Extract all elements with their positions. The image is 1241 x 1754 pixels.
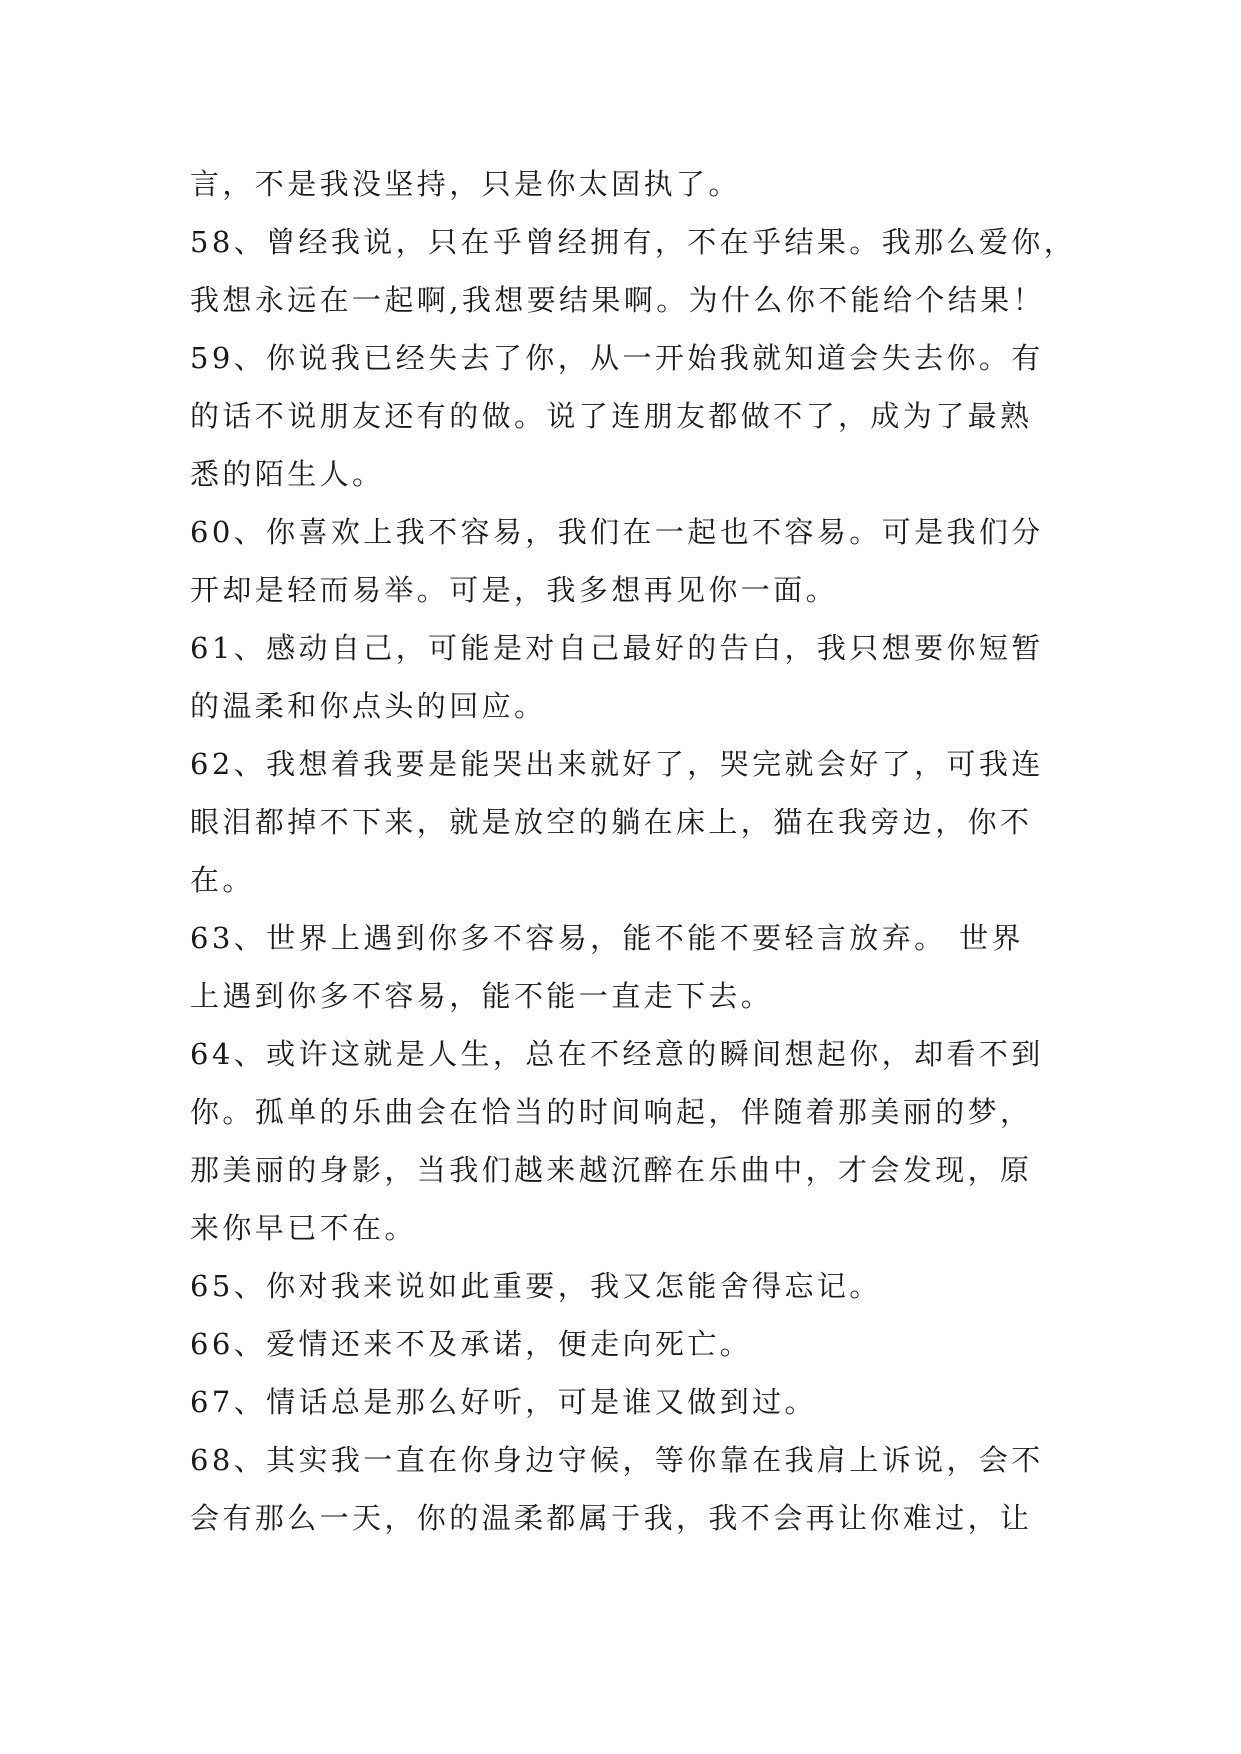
text-line: 的话不说朋友还有的做。说了连朋友都做不了，成为了最熟 [190, 399, 1033, 433]
text-line: 开却是轻而易举。可是，我多想再见你一面。 [190, 573, 839, 607]
text-line: 60、你喜欢上我不容易，我们在一起也不容易。可是我们分 [190, 515, 1044, 549]
text-line: 68、其实我一直在你身边守候，等你靠在我肩上诉说，会不 [190, 1443, 1044, 1477]
text-line: 会有那么一天，你的温柔都属于我，我不会再让你难过，让 [190, 1501, 1033, 1535]
text-line: 64、或许这就是人生，总在不经意的瞬间想起你，却看不到 [190, 1037, 1044, 1071]
text-line: 的温柔和你点头的回应。 [190, 689, 547, 723]
text-line: 63、世界上遇到你多不容易，能不能不要轻言放弃。 世界 [190, 921, 1024, 955]
text-line: 66、爱情还来不及承诺，便走向死亡。 [190, 1327, 753, 1361]
text-line: 悉的陌生人。 [190, 457, 385, 491]
text-line: 59、你说我已经失去了你，从一开始我就知道会失去你。有 [190, 341, 1044, 375]
text-line: 在。 [190, 863, 255, 897]
text-line: 眼泪都掉不下来，就是放空的躺在床上，猫在我旁边，你不 [190, 805, 1033, 839]
document-body [190, 155, 1077, 1547]
text-line: 来你早已不在。 [190, 1211, 417, 1245]
text-line: 65、你对我来说如此重要，我又怎能舍得忘记。 [190, 1269, 882, 1303]
text-line: 言，不是我没坚持，只是你太固执了。 [190, 167, 741, 201]
text-line: 那美丽的身影，当我们越来越沉醉在乐曲中，才会发现，原 [190, 1153, 1033, 1187]
text-line: 我想永远在一起啊,我想要结果啊。为什么你不能给个结果！ [190, 283, 1046, 317]
text-line: 58、曾经我说，只在乎曾经拥有，不在乎结果。我那么爱你， [190, 225, 1077, 259]
text-line: 67、情话总是那么好听，可是谁又做到过。 [190, 1385, 817, 1419]
text-line: 61、感动自己，可能是对自己最好的告白，我只想要你短暂 [190, 631, 1044, 665]
text-line: 上遇到你多不容易，能不能一直走下去。 [190, 979, 774, 1013]
text-line: 你。孤单的乐曲会在恰当的时间响起，伴随着那美丽的梦， [190, 1095, 1033, 1129]
text-line: 62、我想着我要是能哭出来就好了，哭完就会好了，可我连 [190, 747, 1044, 781]
